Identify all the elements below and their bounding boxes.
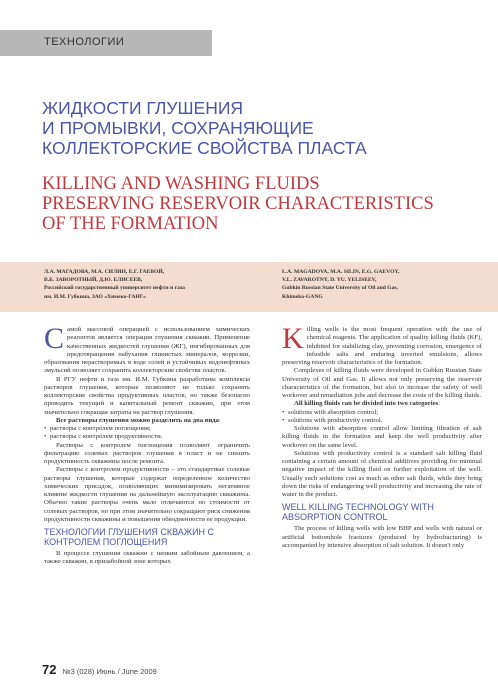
authors-en [282,268,472,301]
list-item: • solutions with productivity control. [282,417,482,425]
title-ru-line3: КОЛЛЕКТОРСКИЕ СВОЙСТВА ПЛАСТА [42,138,367,158]
authors-ru-names-2: В.Б. ЗАВОРОТНЫЙ, Д.Ю. ЕЛИСЕЕВ, [44,277,143,284]
dropcap: K [282,322,304,355]
paragraph-text: illing wells is the most frequent operation with the use of chemical reagents. The application of quality killing fluids (KF), inhibited for stabilizing clay, preventing corrosion, emergence of infusible salts and enduring inverted emulsions, allows preserving reservoir characteristics of the formation. [282,326,482,366]
paragraph: Solutions with absorption control allow limiting filtration of salt killing fluids in the formation and keep the well productivity after workover on the same level. [282,425,482,449]
authors-en-affil-2: Khimeko-GANG [282,293,323,300]
paragraph [282,322,482,367]
authors-ru-affil-2: им. И.М. Губкина, ЗАО «Химеко-ГАНГ» [44,293,146,300]
article-column-ru [44,322,250,567]
bullet-list [282,409,482,426]
paragraph-text: амой массовой операцией с использованием химических реагентов является операция глушения скважин. Применение качественных жидкостей глушения (ЖГ), ингибированных для предотвращения набухания глинистых минералов, коррозии, образования нерастворимых в воде солей и устойчивых водонефтяных эмульсий позволяет сохранить коллекторские свойства пластов. [44,326,250,375]
title-en-line1: KILLING AND WASHING FLUIDS [42,174,320,194]
title-en [42,174,482,234]
punct: : [218,416,221,424]
section-heading: ТЕХНОЛОГИИ ГЛУШЕНИЯ СКВАЖИН С КОНТРОЛЕМ ПОГЛОЩЕНИЯ [44,527,215,547]
section-bar [0,30,212,56]
page-footer [42,662,157,677]
paragraph: В процессе глушения скважин с низким забойным давлением, а также скважин, в призабойной зоне которых [44,550,250,566]
title-en-line3: OF THE FORMATION [42,214,219,234]
paragraph [44,417,250,425]
punct: : [438,400,441,408]
paragraph [44,322,250,376]
paragraph: The process of killing wells with low BHP and wells with natural or artificial bottomhole fractures (produced by hydrofracturing) is accompanied by intensive absorption of salt solution. It doesn't only [282,525,482,549]
issue-info: №3 (028) Июнь / June 2009 [62,667,157,676]
paragraph: Complexes of killing fluids were developed in Gubkin Russian State University of Oil and Gas. It allows not only preserving the reservoir characteristics of the formation, but also to increase the safety of well workover and remediation jobs and decrease the costs of the killing fluids. [282,367,482,399]
authors-en-names-1: L.A. MAGADOVA, M.A. SILIN, E.G. GAEVOY, [282,269,400,275]
list-item: • растворы с контролем поглощения; [44,425,250,433]
authors-ru-affil-1: Российский государственный университет нефти и газа [44,285,185,292]
list-item: • solutions with absorption control; [282,409,482,417]
paragraph [282,400,482,408]
paragraph: Растворы с контролем продуктивности – это стандартные солевые растворы глушения, которые содержат определенное количество химических присадок, позволяющих минимизировать негативное влияние жидкости глушения на дальнейшую эксплуатацию скважины. Обычно такие растворы очень мало отличаются по стоимости от солевых растворов, но при этом значительно сокращают риск снижения продуктивности скважины и повышения обводненности ее продукции. [44,466,250,523]
authors-en-affil-1: Gubkin Russian State University of Oil and Gas, [282,285,398,292]
title-en-line2: PRESERVING RESERVOIR CHARACTERISTICS [42,194,434,214]
dropcap: С [44,322,65,355]
paragraph: В РГУ нефти и газа им. И.М. Губкина разработаны комплексы растворов глушения, которые позволяют не только сохранять коллекторские свойства продуктивных пластов, но также безопасно проводить текущий и капитальный ремонт скважин, при этом значительно сокращая затраты на раствор глушения. [44,375,250,416]
list-item: • растворы с контролем продуктивности. [44,433,250,441]
bullet-list [44,425,250,442]
authors-ru [44,268,244,301]
title-ru-line1: ЖИДКОСТИ ГЛУШЕНИЯ [42,98,244,118]
title-ru [42,98,472,158]
authors-en-names-2: V.L. ZAVAROTNY, D. YU. YELISEEV, [282,277,377,284]
article-column-en [282,322,482,550]
bold-lead: All killing fluids can be divided into two categories [294,400,439,408]
page-number: 72 [42,662,57,677]
paragraph: Растворы с контролем поглощения позволяют ограничить фильтрацию солевых растворов глушения в пласт и не снизить продуктивность скважины после ремонта. [44,441,250,465]
authors-ru-names-1: Л.А. МАГАДОВА, М.А. СИЛИН, Е.Г. ГАЕВОЙ, [44,269,165,275]
section-heading: WELL KILLING TECHNOLOGY WITH ABSORPTION CONTROL [282,502,434,523]
section-label: ТЕХНОЛОГИИ [44,36,125,48]
bold-lead: Все растворы глушения можно разделить на два вида [56,416,219,424]
paragraph: Solutions with productivity control is a standard salt killing fluid containing a certain amount of chemical additives providing for minimal negative impact of the killing fluid on further exploitation of the well. Usually such solutions cost as much as other salt fluids, while they bring down the risks of endangering well productivity and increasing the rate of water in the product. [282,449,482,498]
title-ru-line2: И ПРОМЫВКИ, СОХРАНЯЮЩИЕ [42,118,314,138]
